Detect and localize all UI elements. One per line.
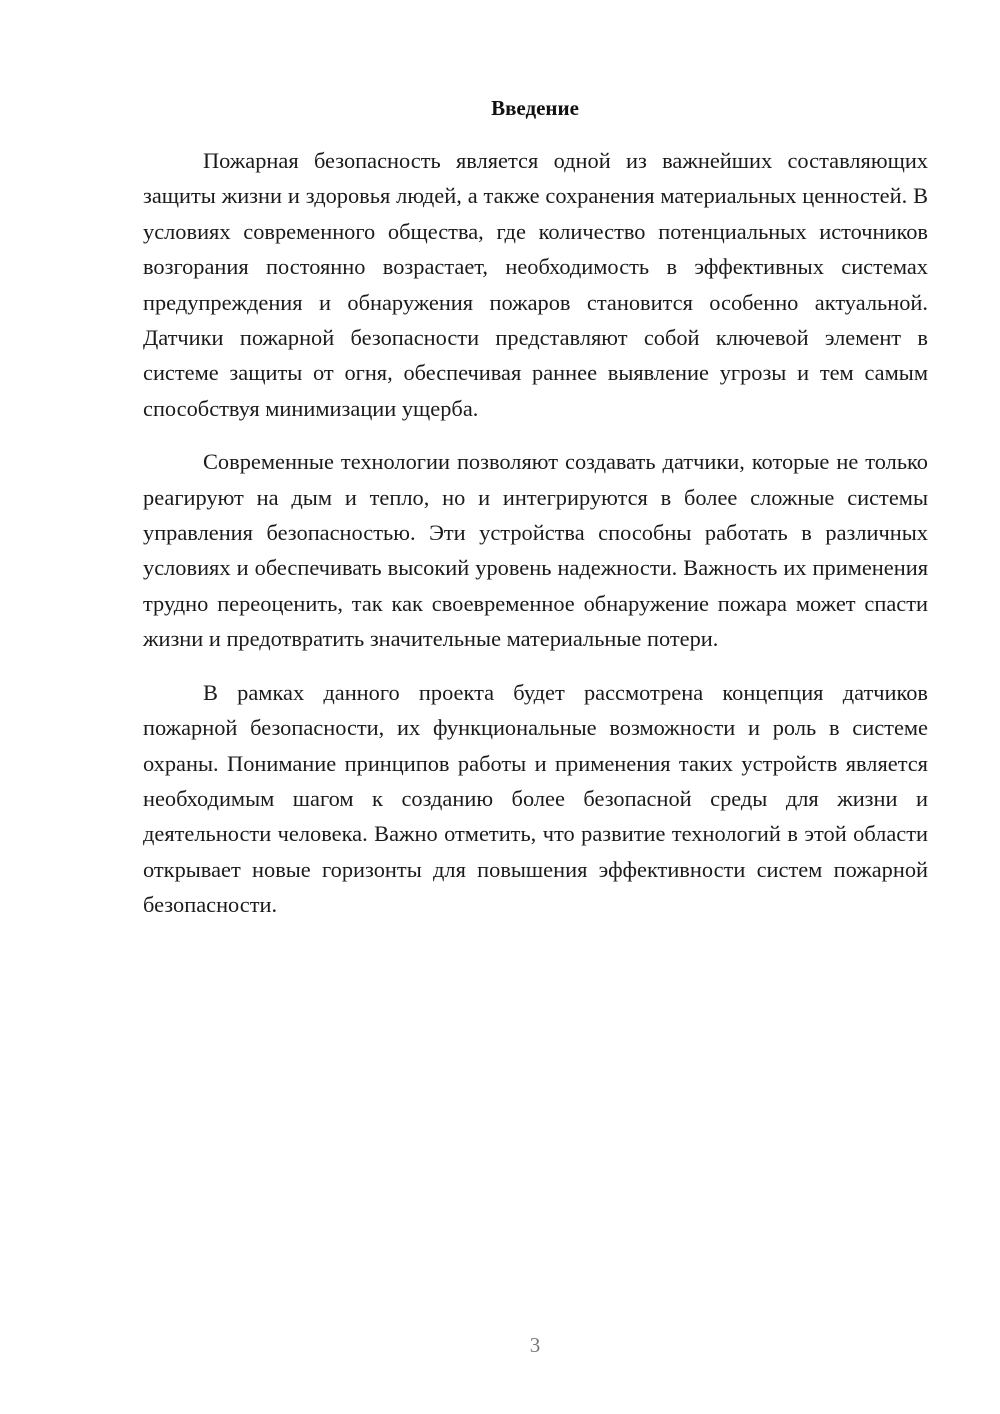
- paragraph-3: В рамках данного проекта будет рассмотрена концепция датчиков пожарной безопасности, их функциональные возможности и роль в системе охраны. Понимание принципов работы и применения таких устройств является необходимым шагом к созданию более безопасной среды для жизни и деятельности человека. Важно отметить, что развитие технологий в этой области открывает новые горизонты для повышения эффективности систем пожарной безопасности.: [143, 679, 928, 918]
- paragraph-2: Современные технологии позволяют создавать датчики, которые не только реагируют на дым и тепло, но и интегрируются в более сложные системы управления безопасностью. Эти устройства способны работать в различных условиях и обеспечивать высокий уровень надежности. Важность их применения трудно переоценить, так как своевременное обнаружение пожара может спасти жизни и предотвратить значительные материальные потери.: [143, 449, 928, 652]
- page-number: 3: [529, 1333, 541, 1357]
- body-text: [143, 143, 928, 941]
- section-heading: Введение: [491, 96, 579, 120]
- paragraph-1: Пожарная безопасность является одной из важнейших составляющих защиты жизни и здоровья людей, а также сохранения материальных ценностей. В условиях современного общества, где количество потенциальных источников возгорания постоянно возрастает, необходимость в эффективных системах предупреждения и обнаружения пожаров становится особенно актуальной. Датчики пожарной безопасности представляют собой ключевой элемент в системе защиты от огня, обеспечивая раннее выявление угрозы и тем самым способствуя минимизации ущерба.: [143, 148, 928, 421]
